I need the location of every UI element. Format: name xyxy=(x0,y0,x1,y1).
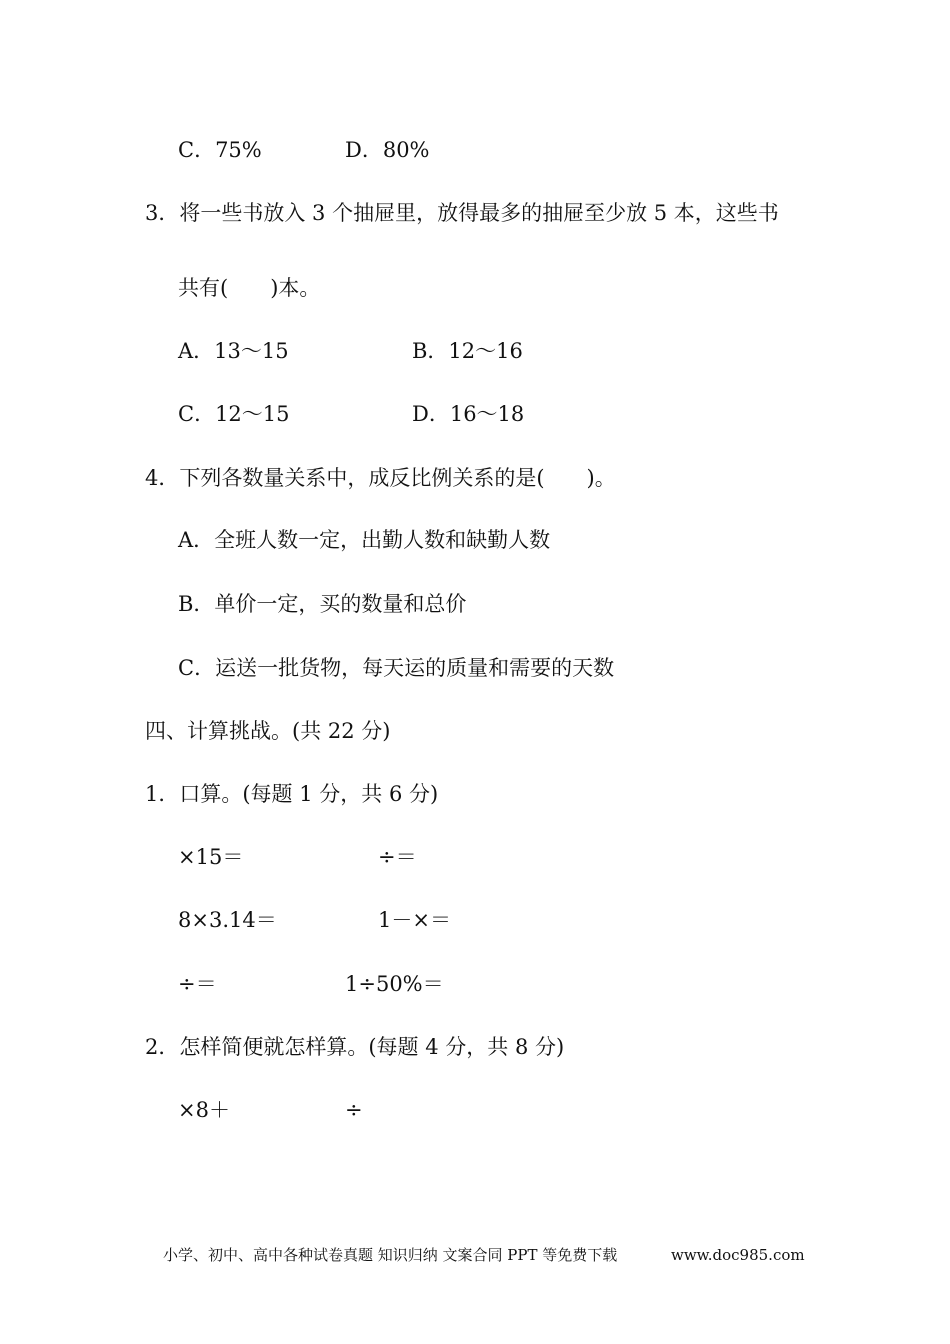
simplify-item: ÷ xyxy=(345,1098,363,1122)
q3-option-d: D．16～18 xyxy=(412,402,525,426)
simplify-item: ×8＋ xyxy=(178,1098,230,1122)
footer-text: 小学、初中、高中各种试卷真题 知识归纳 文案合同 PPT 等免费下载 xyxy=(163,1246,618,1264)
q3-stem-line2: 共有( )本。 xyxy=(178,276,321,300)
oral-item: ÷＝ xyxy=(378,845,417,869)
oral-item: 1－×＝ xyxy=(378,908,451,932)
q3-option-c: C．12～15 xyxy=(178,402,290,426)
part1-heading: 1．口算。(每题 1 分，共 6 分) xyxy=(145,782,439,806)
q2-option-c: C．75% xyxy=(178,138,262,162)
q3-stem-line1: 3．将一些书放入 3 个抽屉里，放得最多的抽屉至少放 5 本，这些书 xyxy=(145,201,779,225)
q4-option-a: A．全班人数一定，出勤人数和缺勤人数 xyxy=(178,528,551,552)
q4-option-b: B．单价一定，买的数量和总价 xyxy=(178,592,467,616)
oral-item: 8×3.14＝ xyxy=(178,908,277,932)
oral-item: ÷＝ xyxy=(178,972,217,996)
q4-option-c: C．运送一批货物，每天运的质量和需要的天数 xyxy=(178,656,615,680)
oral-item: ×15＝ xyxy=(178,845,244,869)
q3-option-a: A．13～15 xyxy=(178,339,289,363)
q4-stem: 4．下列各数量关系中，成反比例关系的是( )。 xyxy=(145,466,616,490)
part2-heading: 2．怎样简便就怎样算。(每题 4 分，共 8 分) xyxy=(145,1035,565,1059)
oral-item: 1÷50%＝ xyxy=(345,972,444,996)
section4-heading: 四、计算挑战。(共 22 分) xyxy=(145,719,391,743)
footer-url[interactable]: www.doc985.com xyxy=(671,1246,805,1264)
q3-option-b: B．12～16 xyxy=(412,339,523,363)
q2-option-d: D．80% xyxy=(345,138,430,162)
